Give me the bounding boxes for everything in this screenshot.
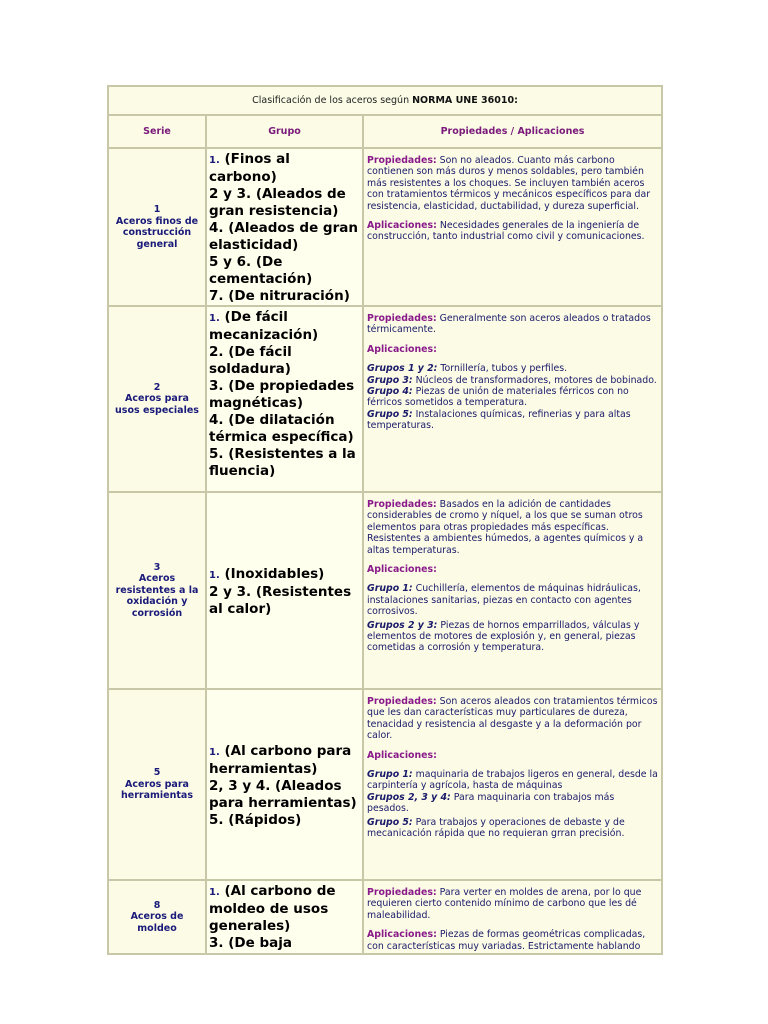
grupo-item: 4. (De dilatación térmica específica) [209, 412, 354, 445]
grupo-number: 1. [209, 313, 220, 324]
serie-number: 3 [153, 561, 161, 573]
title-norma: NORMA UNE 36010: [412, 95, 518, 106]
propiedades-label: Propiedades: [367, 696, 437, 707]
propiedades-text: Son no aleados. Cuanto más carbono contienen son más duros y menos soldables, pero también más resistentes a los choques. Se incluyen también aceros con tratamientos térmicos y mecánicos específicos para dar resistencia, elasticidad, ductabilidad, y dureza superficial. [367, 155, 651, 212]
serie-name: Aceros finos de construcción general [115, 215, 199, 250]
grupo-number: 1. [209, 746, 220, 758]
serie-number: 1 [153, 204, 161, 215]
grupo-item: (Al carbono para herramientas) [209, 742, 352, 777]
propiedades-cell [363, 880, 662, 954]
aplicaciones-label: Aplicaciones: [367, 929, 437, 941]
grupo-cell [206, 148, 363, 306]
aplicacion-text: Piezas de hornos emparrillados, válculas y elementos de motores de explosión y, en general, piezas cometidas a corrosión y temperatura. [367, 619, 640, 654]
serie-name: Aceros resistentes a la oxidación y corrosión [115, 573, 199, 619]
table-row [108, 492, 662, 689]
table-row [108, 880, 662, 954]
grupo-cell [206, 689, 363, 880]
grupo-item: 5. (Rápidos) [209, 811, 302, 828]
grupo-label: Grupo 5: [367, 408, 413, 420]
grupo-label: Grupo 5: [367, 816, 413, 828]
table-row [108, 689, 662, 880]
title-text: Clasificación de los aceros según [252, 95, 413, 106]
header-grupo: Grupo [206, 115, 363, 148]
propiedades-cell [363, 148, 662, 306]
grupo-item: (Inoxidables) [219, 565, 325, 582]
serie-name: Aceros para usos especiales [115, 393, 199, 416]
steel-classification-table [107, 85, 663, 955]
header-serie: Serie [108, 115, 206, 148]
propiedades-label: Propiedades: [367, 887, 437, 898]
grupo-item: 3. (De propiedades magnéticas) [209, 378, 355, 411]
grupo-label: Grupo 1: [367, 769, 413, 781]
grupo-item: 7. (De nitruración) [209, 288, 350, 304]
propiedades-cell [363, 689, 662, 880]
aplicaciones-label: Aplicaciones: [367, 343, 437, 355]
serie-cell [108, 492, 206, 689]
aplicaciones-label: Aplicaciones: [367, 220, 437, 232]
grupo-cell [206, 880, 363, 954]
aplicacion-text: Cuchillería, elementos de máquinas hidráulicas, instalaciones sanitarias, piezas en contacto con agentes corrosivos. [367, 583, 641, 618]
grupo-label: Grupo 4: [367, 386, 413, 398]
propiedades-label: Propiedades: [367, 313, 437, 324]
aplicaciones-text: Piezas de formas geométricas complicadas, con características muy variadas. Estrictamente hablando [367, 929, 646, 951]
propiedades-text: Basados en la adición de cantidades considerables de cromo y níquel, a los que se suman otros elementos para otras propiedades más específicas. Resistentes a ambientes húmedos, a agentes químicos y a altas temperaturas. [367, 499, 644, 556]
serie-number: 5 [153, 767, 161, 779]
grupo-item: 3. (De baja [209, 935, 292, 951]
aplicaciones-label: Aplicaciones: [367, 564, 437, 576]
aplicacion-text: Para trabajos y operaciones de debaste y de mecanicación rápida que no requieran grran precisión. [367, 816, 625, 840]
grupo-item: (Finos al carbono) [209, 151, 290, 185]
aplicacion-text: Núcleos de transformadores, motores de bobinado. [412, 374, 657, 386]
aplicacion-text: Piezas de unión de materiales férricos con no férricos sometidos a temperatura. [367, 386, 629, 409]
grupo-item: 5. (Resistentes a la fluencia) [209, 446, 356, 479]
grupo-item: 2, 3 y 4. (Aleados para herramientas) [209, 777, 357, 811]
serie-name: Aceros de moldeo [130, 911, 184, 934]
serie-cell [108, 306, 206, 492]
table-row [108, 306, 662, 492]
propiedades-cell [363, 306, 662, 492]
grupo-label: Grupo 3: [367, 374, 413, 386]
aplicaciones-label: Aplicaciones: [367, 749, 437, 761]
serie-cell [108, 148, 206, 306]
serie-number: 2 [153, 381, 161, 393]
aplicacion-text: Instalaciones químicas, refinerias y para altas temperaturas. [367, 408, 631, 432]
aplicaciones-text: Necesidades generales de la ingeniería de construcción, tanto industrial como civil y comunicaciones. [367, 220, 645, 243]
grupo-label: Grupos 2 y 3: [367, 619, 438, 631]
table-title [108, 86, 662, 115]
propiedades-text: Generalmente son aceros aleados o tratados térmicamente. [367, 313, 651, 336]
grupo-cell [206, 306, 363, 492]
grupo-label: Grupos 1 y 2: [367, 363, 438, 375]
grupo-number: 1. [209, 155, 220, 166]
grupo-cell [206, 492, 363, 689]
grupo-item: (De fácil mecanización) [209, 309, 319, 343]
grupo-number: 1. [209, 569, 220, 581]
serie-number: 8 [153, 899, 161, 911]
propiedades-label: Propiedades: [367, 499, 437, 510]
propiedades-text: Para verter en moldes de arena, por lo que requieren cierto contenido mínimo de carbono que les dé maleabilidad. [367, 887, 642, 921]
grupo-item: 2 y 3. (Aleados de gran resistencia) [209, 186, 346, 219]
grupo-item: 2 y 3. (Resistentes al calor) [209, 583, 352, 617]
aplicacion-text: maquinaria de trabajos ligeros en general, desde la carpintería y agrícola, hasta de máquinas [367, 769, 658, 792]
propiedades-label: Propiedades: [367, 155, 437, 166]
aplicacion-text: Para maquinaria con trabajos más pesados. [367, 791, 615, 815]
table-row [108, 148, 662, 306]
grupo-item: 5 y 6. (De cementación) [209, 254, 313, 287]
grupo-label: Grupo 1: [367, 583, 413, 595]
propiedades-text: Son aceros aleados con tratamientos térmicos que les dan características muy particulares de dureza, tenacidad y resistencia al desgaste y a la deformación por calor. [367, 696, 658, 742]
aplicacion-text: Tornillería, tubos y perfiles. [437, 363, 568, 375]
grupo-item: 2. (De fácil soldadura) [209, 344, 292, 377]
serie-name: Aceros para herramientas [121, 778, 193, 802]
propiedades-cell [363, 492, 662, 689]
grupo-item: 4. (Aleados de gran elasticidad) [209, 220, 358, 253]
serie-cell [108, 880, 206, 954]
serie-cell [108, 689, 206, 880]
grupo-label: Grupos 2, 3 y 4: [367, 791, 451, 803]
grupo-item: (Al carbono de moldeo de usos generales) [209, 883, 336, 934]
grupo-number: 1. [209, 887, 220, 898]
header-propiedades: Propiedades / Aplicaciones [363, 115, 662, 148]
